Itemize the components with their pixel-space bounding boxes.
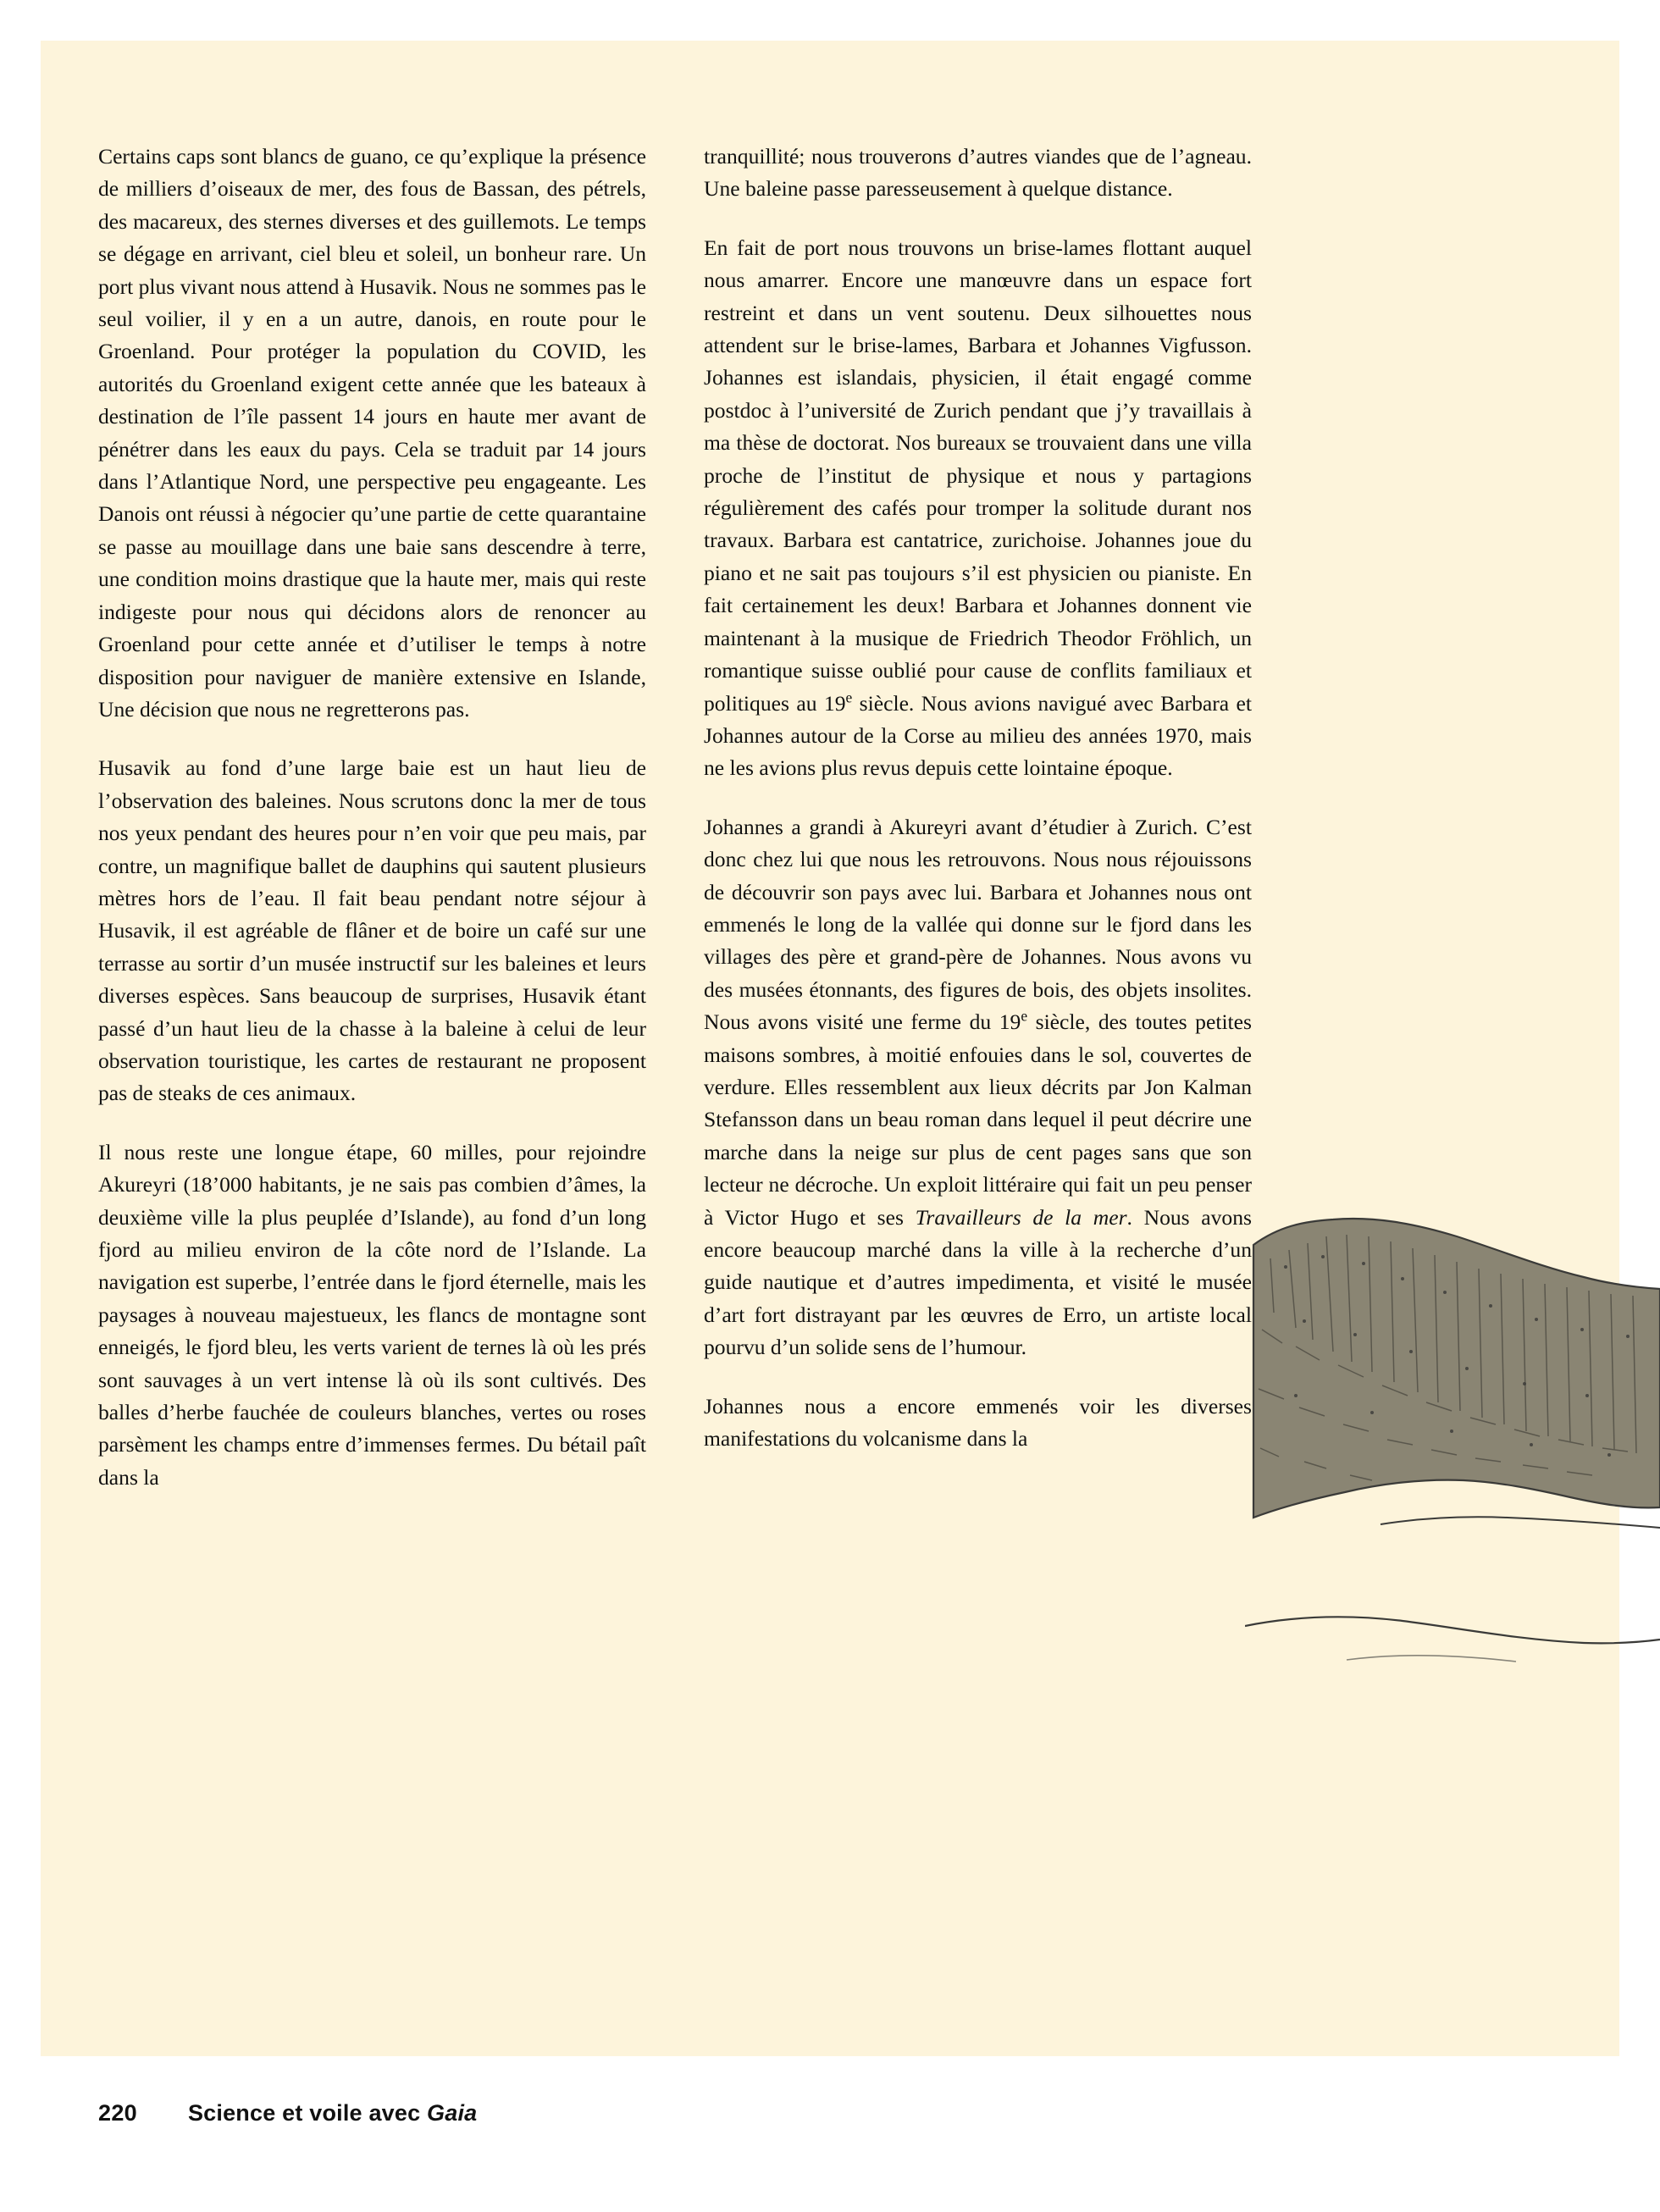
paragraph: En fait de port nous trouvons un brise-lames flottant auquel nous amarrer. Encore une manœuvre dans un espace fort restreint et dans un vent soutenu. Deux silhouettes nous attendent sur le brise-lames, Barbara et Johannes Vigfusson. Johannes est islandais, physicien, il était engagé comme postdoc à l’université de Zurich pendant que j’y travaillais à ma thèse de doctorat. Nos bureaux se trouvaient dans une villa proche de l’institut de physique et nous y partagions régulièrement des cafés pour tromper la solitude durant nos travaux. Barbara est cantatrice, zurichoise. Johannes joue du piano et ne sait pas toujours s’il est physicien ou pianiste. En fait certainement les deux! Barbara et Johannes donnent vie maintenant à la musique de Friedrich Theodor Fröhlich, un romantique suisse oublié pour cause de conflits familiaux et politiques au 19e siècle. Nous avions navigué avec Barbara et Johannes autour de la Corse au milieu des années 1970, mais ne les avions plus revus depuis cette lointaine époque. (704, 235, 1253, 781)
running-head (188, 2100, 477, 2126)
column-left (98, 141, 646, 1970)
running-head-prefix: Science et voile avec (187, 2100, 428, 2126)
page-number: 220 (98, 2100, 137, 2126)
text-columns (98, 141, 1252, 1970)
column-right (704, 141, 1252, 1970)
page-footer (98, 2100, 1284, 2134)
paragraph: Il nous reste une longue étape, 60 milles, pour rejoindre Akureyri (18’000 habitants, je ne sais pas combien d’âmes, la deuxième ville la plus peuplée d’Islande), au fond d’un long fjord au milieu environ de la côte nord de l’Islande. La navigation est superbe, l’entrée dans le fjord éternelle, mais les paysages à nouveau majestueux, les flancs de montagne sont enneigés, le fjord bleu, les verts varient de ternes là où les prés sont sauvages à un vert intense là où ils sont cultivés. Des balles d’herbe fauchée de couleurs blanches, vertes ou roses parsèment les champs entre d’immenses fermes. Du bétail paît dans la (98, 1139, 646, 1490)
paragraph: Husavik au fond d’une large baie est un haut lieu de l’observation des baleines. Nous scrutons donc la mer de tous nos yeux pendant des heures pour n’en voir que peu mais, par contre, un magnifique ballet de dauphins qui sautent plusieurs mètres hors de l’eau. Il fait beau pendant notre séjour à Husavik, il est agréable de flâner et de boire un café sur une terrasse au sortir d’un musée instructif sur les baleines et leurs diverses espèces. Sans beaucoup de surprises, Husavik étant passé d’un haut lieu de la chasse à la baleine à celui de leur observation touristique, les cartes de restaurant ne proposent pas de steaks de ces animaux. (98, 755, 646, 1106)
running-head-title: Gaia (427, 2100, 478, 2126)
paragraph: Johannes a grandi à Akureyri avant d’étudier à Zurich. C’est donc chez lui que nous les retrouvons. Nous nous réjouissons de découvrir son pays avec lui. Barbara et Johannes nous ont emmenés le long de la vallée qui donne sur le fjord dans les villages des père et grand-père de Johannes. Nous avons vu des musées étonnants, des figures de bois, des objets insolites. Nous avons visité une ferme du 19e siècle, des toutes petites maisons sombres, à moitié enfouies dans le sol, couvertes de verdure. Elles ressemblent aux lieux décrits par Jon Kalman Stefansson dans un beau roman dans lequel il peut décrire une marche dans la neige sur plus de cent pages sans que son lecteur ne décroche. Un exploit littéraire qui fait un peu penser à Victor Hugo et ses Travailleurs de la mer. Nous avons encore beaucoup marché dans la ville à la recherche d’un guide nautique et d’autres impedimenta, et visité le musée d’art fort distrayant par les œuvres de Erro, un artiste local pourvu d’un solide sens de l’humour. (704, 814, 1252, 1360)
paragraph: tranquillité; nous trouverons d’autres viandes que de l’agneau. Une baleine passe paresseusement à quelque distance. (704, 144, 1252, 202)
paragraph: Johannes nous a encore emmenés voir les diverses manifestations du volcanisme dans la (704, 1393, 1252, 1452)
paragraph: Certains caps sont blancs de guano, ce qu’explique la présence de milliers d’oiseaux de mer, des fous de Bassan, des pétrels, des macareux, des sternes diverses et des guillemots. Le temps se dégage en arrivant, ciel bleu et soleil, un bonheur rare. Un port plus vivant nous attend à Husavik. Nous ne sommes pas le seul voilier, il y en a un autre, danois, en route pour le Groenland. Pour protéger la population du COVID, les autorités du Groenland exigent cette année que les bateaux à destination de l’île passent 14 jours en haute mer avant de pénétrer dans les eaux du pays. Cela se traduit par 14 jours dans l’Atlantique Nord, une perspective peu engageante. Les Danois ont réussi à négocier qu’une partie de cette quarantaine se passe au mouillage dans une baie sans descendre à terre, une condition moins drastique que la haute mer, mais qui reste indigeste pour nous qui décidons alors de renoncer au Groenland pour cette année et d’utiliser le temps à notre disposition pour naviguer de manière extensive en Islande, Une décision que nous ne regretterons pas. (98, 144, 646, 722)
